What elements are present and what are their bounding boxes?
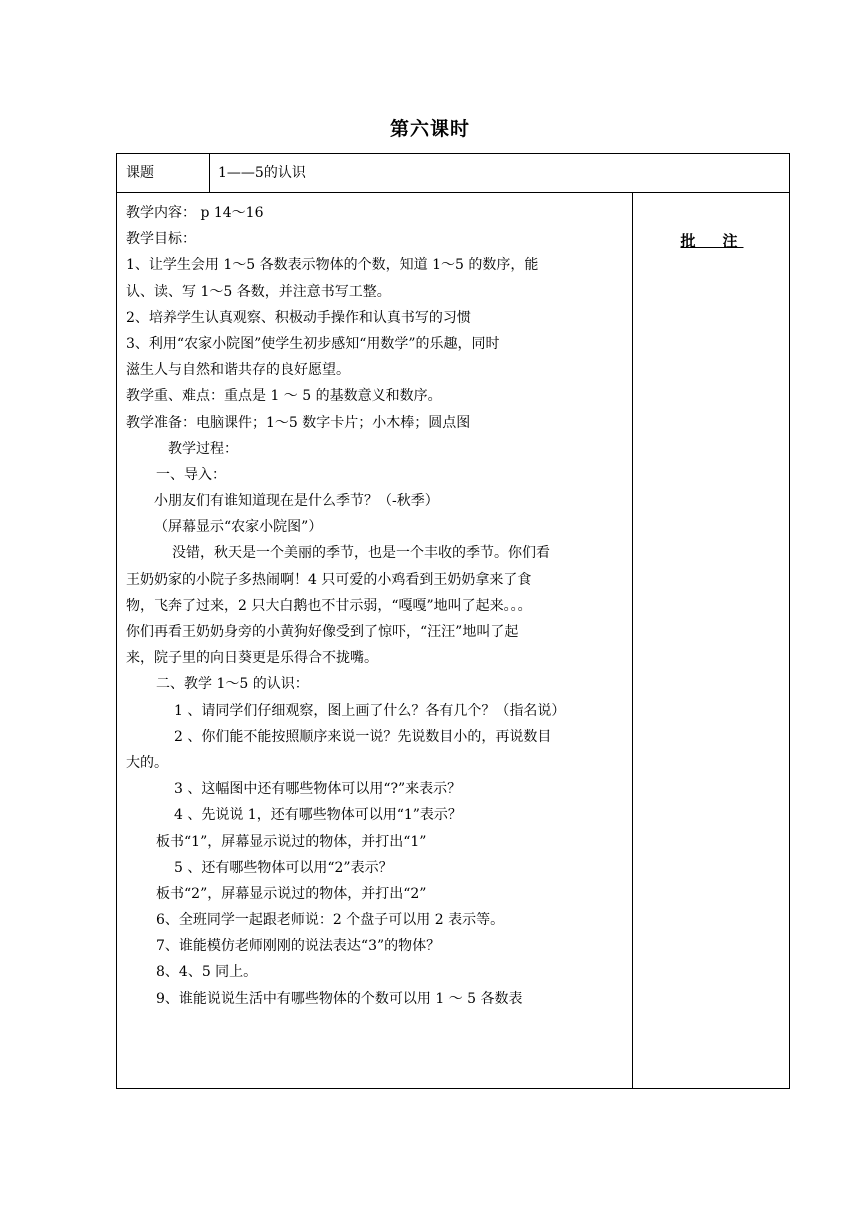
- content-line: 教学目标：: [126, 231, 196, 248]
- content-line: 教学准备：电脑课件；1～5 数字卡片；小木棒；圆点图: [126, 414, 471, 431]
- content-line: 3 、这幅图中还有哪些物体可以用“?”来表示？: [174, 781, 462, 798]
- content-line: 小朋友们有谁知道现在是什么季节？（-秋季）: [154, 493, 439, 510]
- content-line: 认、读、写 1～5 各数，并注意书写工整。: [126, 283, 391, 300]
- content-line: 没错，秋天是一个美丽的季节，也是一个丰收的季节。你们看: [172, 545, 550, 562]
- content-line: 滋生人与自然和谐共存的良好愿望。: [126, 362, 350, 379]
- header-column-divider: [209, 154, 210, 192]
- header-row-divider: [117, 192, 789, 193]
- content-line: 你们再看王奶奶身旁的小黄狗好像受到了惊吓，“汪汪”地叫了起: [126, 624, 519, 640]
- notes-column-divider: [632, 192, 633, 1089]
- content-line: 9、谁能说说生活中有哪些物体的个数可以用 1 ～ 5 各数表: [156, 990, 523, 1007]
- content-line: 二、教学 1～5 的认识：: [156, 676, 309, 693]
- content-line: 7、谁能模仿老师刚刚的说法表达“3”的物体？: [156, 938, 441, 955]
- content-line: 8、4、5 同上。: [156, 964, 258, 981]
- topic-value: 1——5的认识: [218, 165, 306, 181]
- content-line: 教学内容： p 14～16: [126, 205, 264, 221]
- content-line: 1 、请同学们仔细观察，图上画了什么？各有几个？（指名说）: [174, 702, 566, 719]
- content-line: （屏幕显示“农家小院图”）: [154, 519, 323, 536]
- page-title: 第六课时: [389, 118, 470, 140]
- content-line: 1、让学生会用 1～5 各数表示物体的个数，知道 1～5 的数序，能: [126, 257, 539, 274]
- content-line: 教学重、难点：重点是 1 ～ 5 的基数意义和数序。: [126, 388, 442, 405]
- content-line: 教学过程：: [168, 440, 238, 457]
- content-line: 3、利用“农家小院图”使学生初步感知“用数学”的乐趣，同时: [126, 335, 500, 352]
- content-line: 物，飞奔了过来，2 只大白鹅也不甘示弱，“嘎嘎”地叫了起来。。。: [126, 597, 532, 614]
- content-line: 一、导入：: [156, 466, 226, 483]
- content-line: 5 、还有哪些物体可以用“2”表示？: [174, 859, 393, 876]
- content-line: 2、培养学生认真观察、积极动手操作和认真书写的习惯: [126, 309, 471, 326]
- content-line: 板书“2”，屏幕显示说过的物体，并打出“2”: [156, 885, 427, 902]
- content-line: 来，院子里的向日葵更是乐得合不拢嘴。: [126, 650, 378, 667]
- content-line: 4 、先说说 1，还有哪些物体可以用“1”表示？: [174, 807, 462, 824]
- content-line: 大的。: [126, 754, 168, 771]
- content-line: 板书“1”，屏幕显示说过的物体，并打出“1”: [156, 833, 427, 850]
- content-line: 王奶奶家的小院子多热闹啊！4 只可爱的小鸡看到王奶奶拿来了食: [126, 571, 532, 588]
- lesson-plan-table: [116, 153, 790, 1089]
- notes-heading: 批 注: [680, 232, 744, 250]
- topic-label: 课题: [126, 165, 154, 181]
- content-line: 6、全班同学一起跟老师说：2 个盘子可以用 2 表示等。: [156, 912, 505, 929]
- content-line: 2 、你们能不能按照顺序来说一说？先说数目小的，再说数目: [174, 728, 552, 745]
- lesson-content: [126, 200, 626, 1012]
